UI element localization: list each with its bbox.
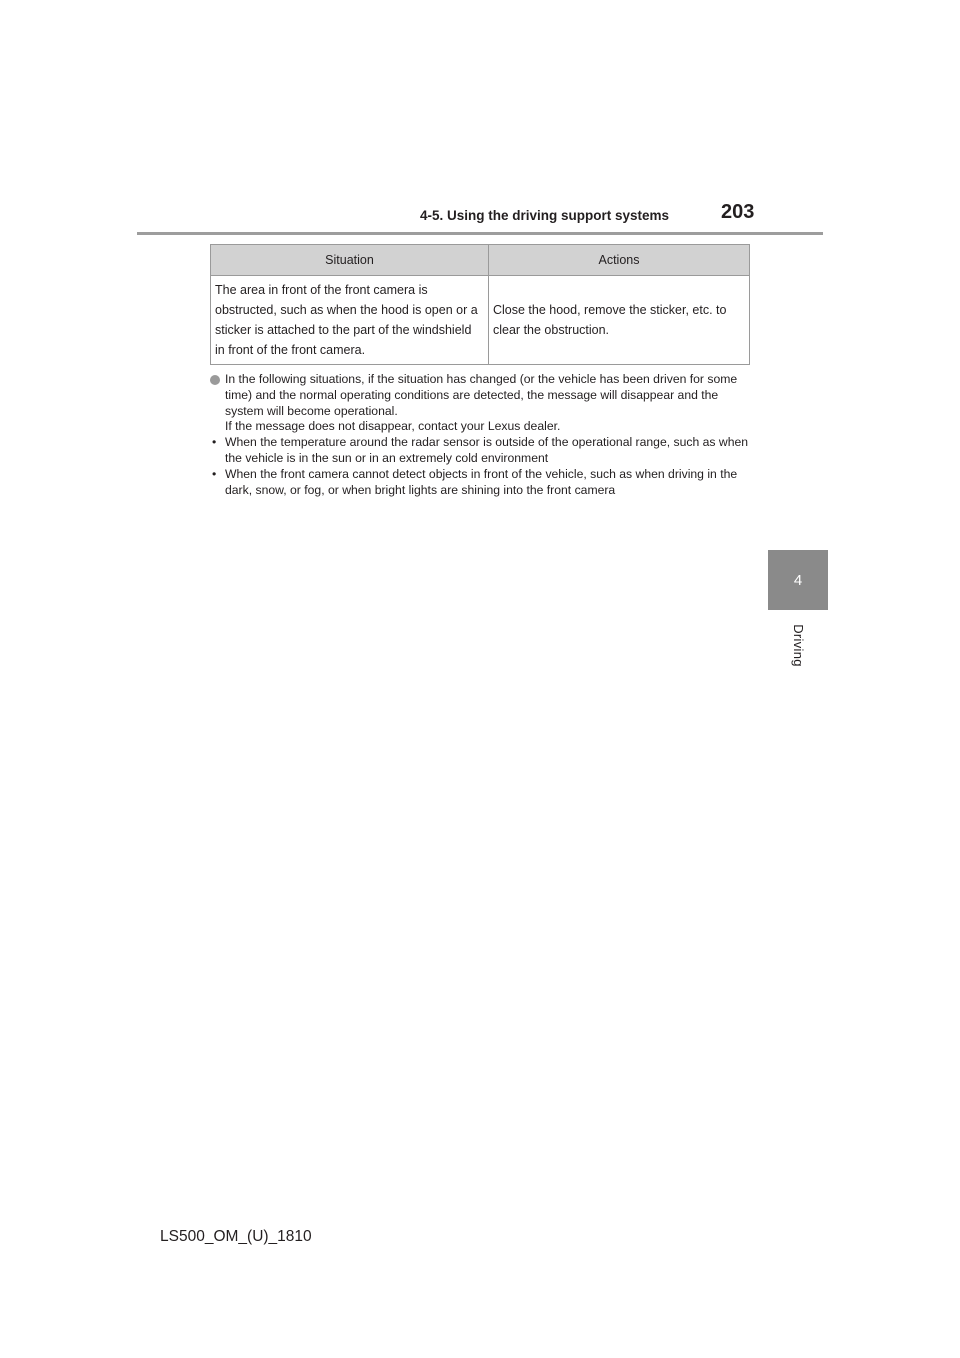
action-cell: Close the hood, remove the sticker, etc. to clear the obstruction. <box>489 276 750 365</box>
chapter-label-text: Driving <box>790 623 806 667</box>
note-main-text: In the following situations, if the situation has changed (or the vehicle has been driven for some time) and the normal operating conditions are detected, the message will disappear and the system will become operational. <box>225 372 738 418</box>
sub-list-item <box>210 435 755 467</box>
sub-bullet-icon: • <box>212 466 217 481</box>
header-divider <box>137 232 823 235</box>
sub-list-item <box>210 467 755 499</box>
bullet-dot-icon <box>210 375 220 385</box>
note-dealer-text: If the message does not disappear, contact your Lexus dealer. <box>225 419 561 434</box>
chapter-tab[interactable] <box>768 550 828 610</box>
note-item <box>210 372 755 435</box>
section-title: 4-5. Using the driving support systems <box>420 208 670 223</box>
document-code: LS500_OM_(U)_1810 <box>160 1228 312 1245</box>
table-header-row <box>211 245 750 276</box>
page-number: 203 <box>721 201 755 223</box>
sub-bullet-icon: • <box>212 435 217 450</box>
situation-actions-table <box>210 244 750 365</box>
table-row <box>211 276 750 365</box>
column-header-actions: Actions <box>489 245 750 276</box>
chapter-label <box>763 615 833 675</box>
chapter-number: 4 <box>793 571 803 589</box>
sub-item-text: When the temperature around the radar sensor is outside of the operational range, such as when the vehicle is in the sun or in an extremely cold environment <box>225 435 749 465</box>
situation-cell: The area in front of the front camera is obstructed, such as when the hood is open or a sticker is attached to the part of the windshield in front of the front camera. <box>211 276 489 365</box>
sub-item-text: When the front camera cannot detect objects in front of the vehicle, such as when driving in the dark, snow, or fog, or when bright lights are shining into the front camera <box>225 466 738 497</box>
column-header-situation: Situation <box>211 245 489 276</box>
note-block <box>210 372 755 498</box>
